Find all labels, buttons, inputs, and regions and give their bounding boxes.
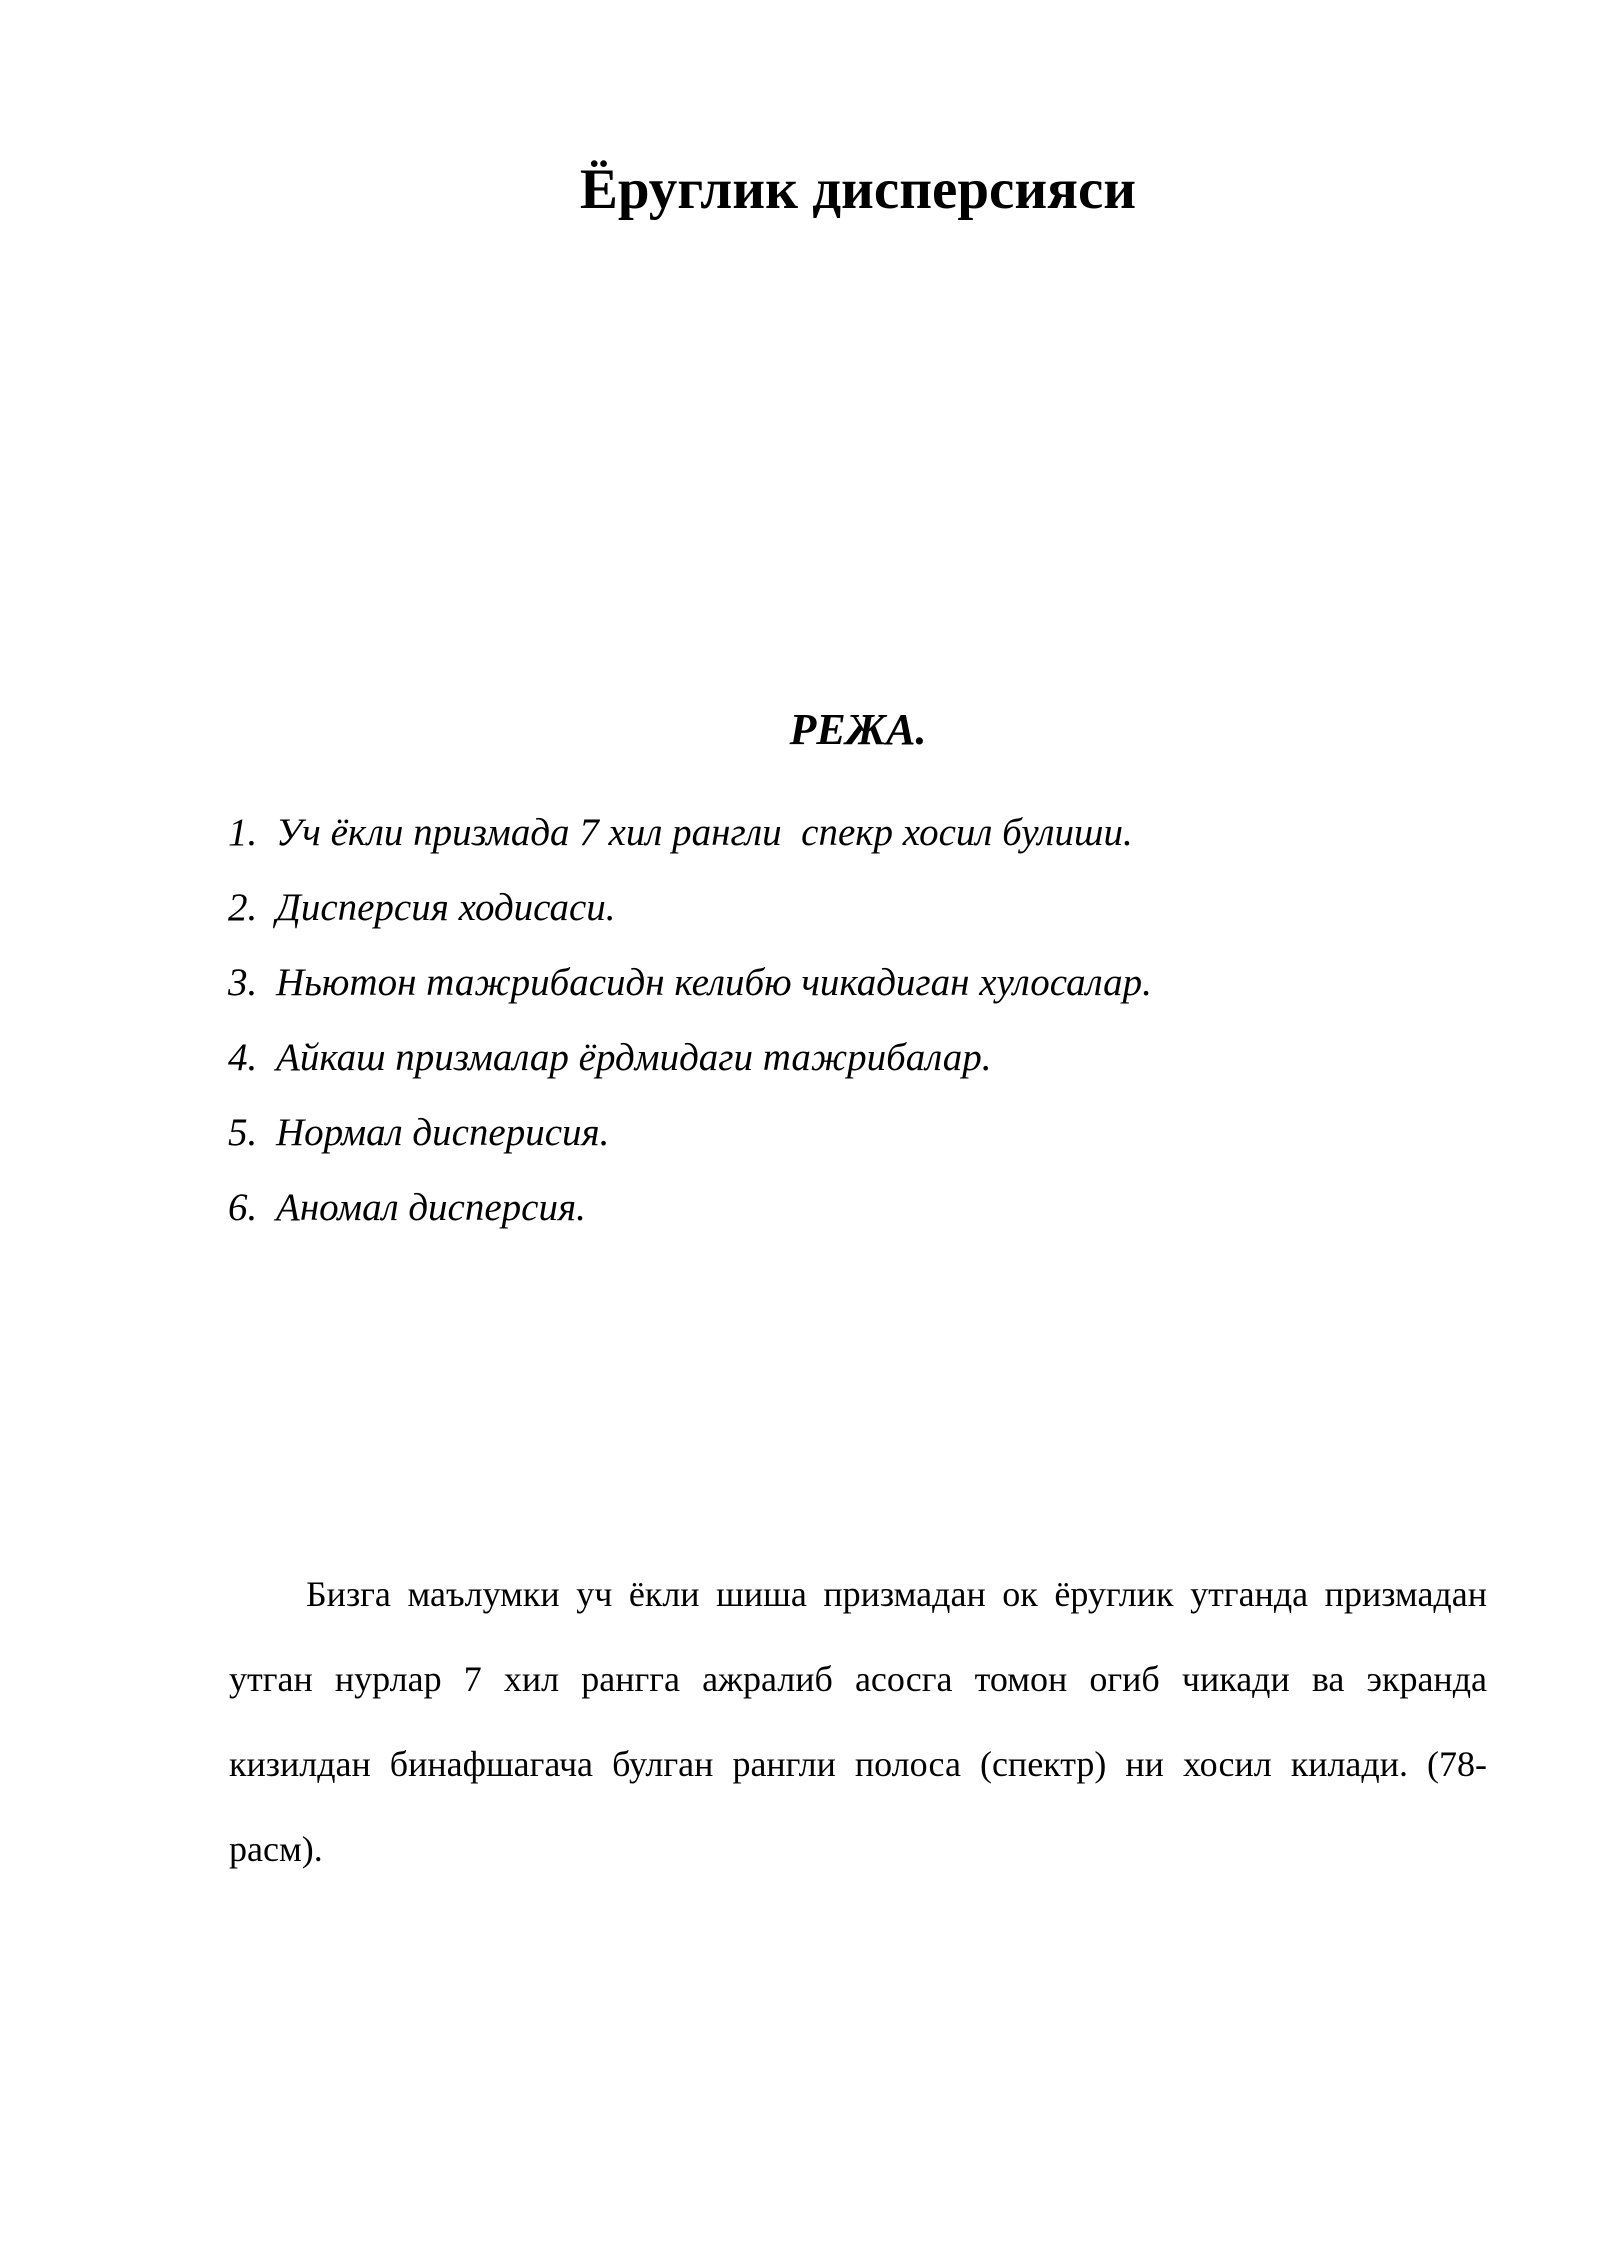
plan-item-number: 1. xyxy=(228,811,258,854)
plan-item xyxy=(228,1180,1152,1255)
body-paragraph: Бизга маълумки уч ёкли шиша призмадан ок ёруглик утганда призмадан утган нурлар 7 хил рангга ажралиб асосга томон огиб чикади ва экранда кизилдан бинафшагача булган рангли полоса (спектр) ни хосил килади. (78-расм). xyxy=(229,1574,1487,1869)
plan-heading: РЕЖА. xyxy=(789,705,927,754)
plan-item xyxy=(228,880,1152,955)
plan-item xyxy=(228,1030,1152,1105)
plan-item xyxy=(228,805,1152,880)
plan-item-number: 4. xyxy=(228,1036,258,1079)
plan-item-text: Дисперсия ходисаси. xyxy=(276,886,616,929)
plan-item-number: 2. xyxy=(228,886,258,929)
plan-item-number: 6. xyxy=(228,1186,258,1229)
plan-item-number: 3. xyxy=(228,961,258,1004)
plan-item-text: Нормал дисперисия. xyxy=(276,1111,610,1154)
plan-item xyxy=(228,955,1152,1030)
plan-item-text: Уч ёкли призмада 7 хил рангли спекр хосил булиши. xyxy=(276,811,1133,854)
plan-item-text: Аномал дисперсия. xyxy=(276,1186,586,1229)
plan-list xyxy=(228,805,1152,1255)
plan-item xyxy=(228,1105,1152,1180)
plan-item-number: 5. xyxy=(228,1111,258,1154)
plan-item-text: Айкаш призмалар ёрдмидаги тажрибалар. xyxy=(276,1036,992,1079)
document-title: Ёруглик дисперсияси xyxy=(579,158,1137,221)
plan-item-text: Ньютон тажрибасидн келибю чикадиган хулосалар. xyxy=(276,961,1152,1004)
